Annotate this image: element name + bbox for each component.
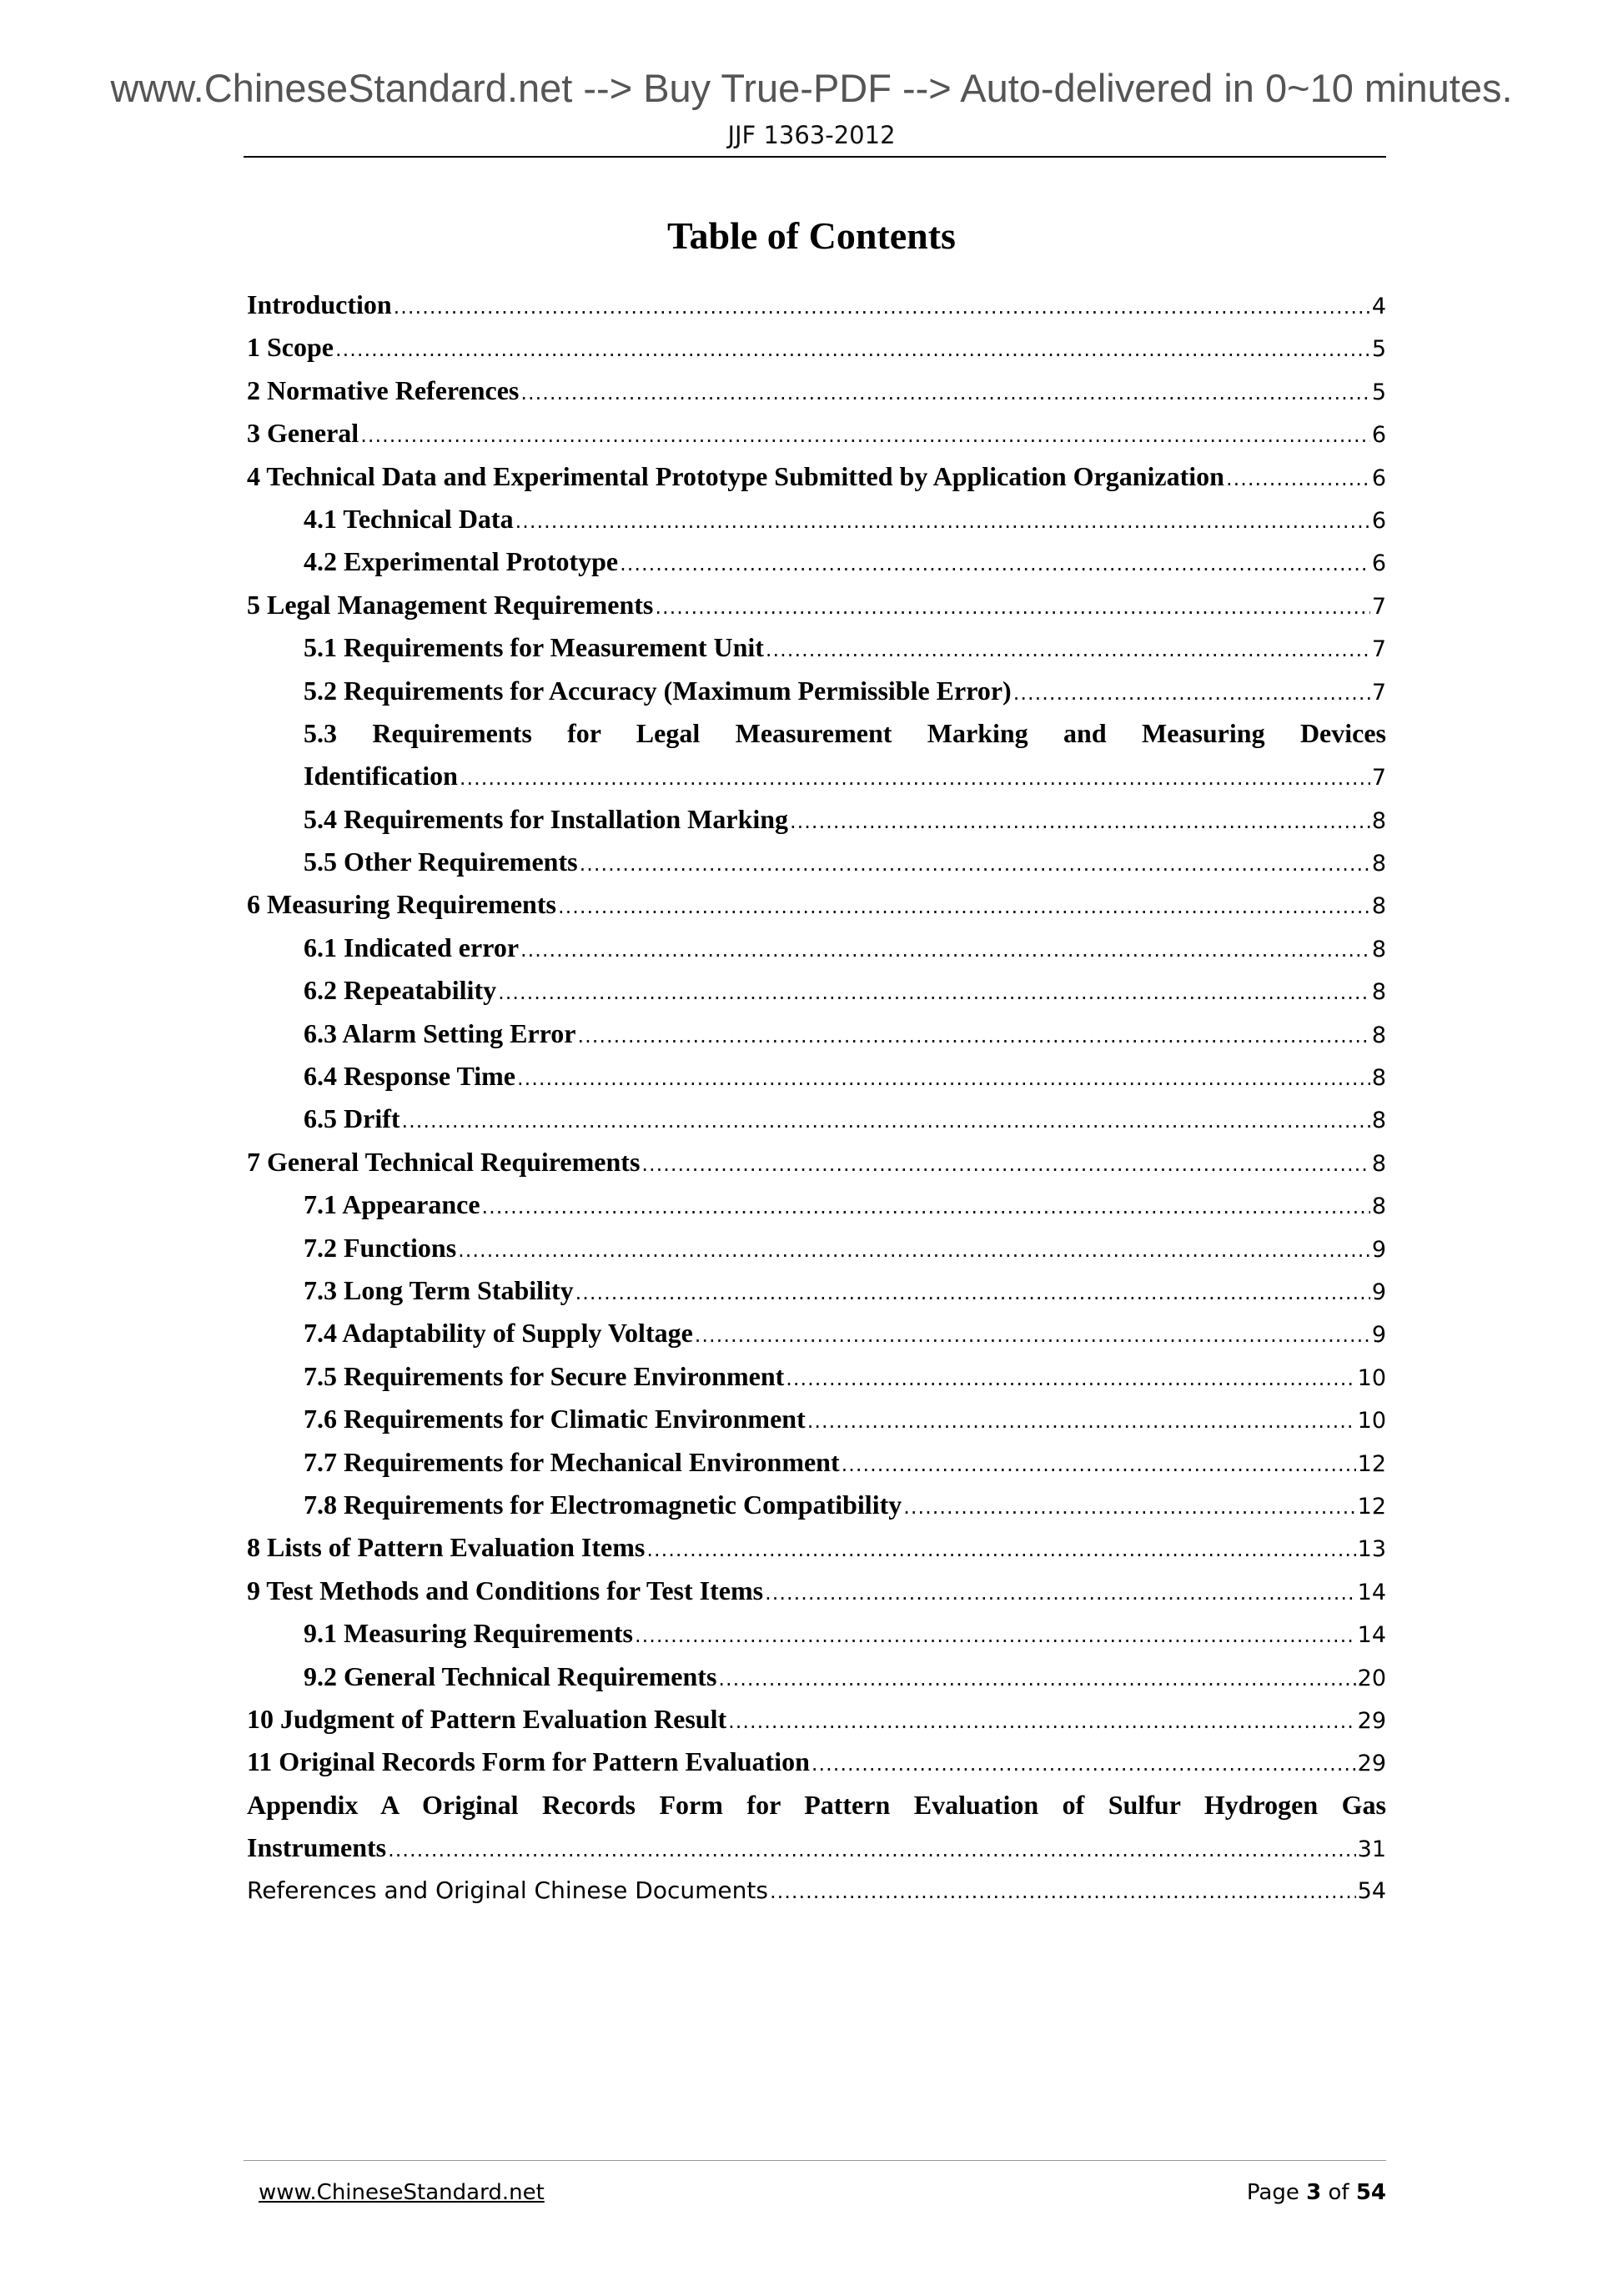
- toc-entry-7-1[interactable]: [247, 1183, 1386, 1226]
- toc-page-number: 8: [1371, 1065, 1386, 1092]
- dot-leader: [520, 372, 1369, 414]
- toc-entry-appendix-a[interactable]: [247, 1784, 1386, 1870]
- toc-entry-5-2[interactable]: [247, 670, 1386, 712]
- dot-leader: [402, 1100, 1370, 1143]
- footer-site-link[interactable]: www.ChineseStandard.net: [259, 2180, 545, 2205]
- toc-entry-title: References and Original Chinese Documents: [247, 1876, 768, 1905]
- toc-entry-title: 9.1 Measuring Requirements: [304, 1618, 633, 1649]
- toc-page-number: 8: [1371, 1193, 1386, 1220]
- toc-page-number: 12: [1357, 1450, 1386, 1477]
- table-of-contents: [247, 284, 1386, 1912]
- toc-page-number: 6: [1371, 422, 1386, 449]
- toc-page-number: 31: [1357, 1836, 1386, 1863]
- toc-page-number: 6: [1371, 550, 1386, 577]
- toc-entry-title-continued: Identification: [304, 761, 458, 791]
- dot-leader: [807, 1400, 1356, 1443]
- toc-page-number: 9: [1371, 1279, 1386, 1305]
- toc-entry-title: Introduction: [247, 289, 392, 319]
- toc-entry-title: 6.2 Repeatability: [304, 975, 497, 1006]
- toc-page-number: 8: [1371, 1150, 1386, 1177]
- toc-entry-title: 7.5 Requirements for Secure Environment: [304, 1360, 785, 1391]
- toc-entry-general[interactable]: [247, 412, 1386, 455]
- dot-leader: [728, 1701, 1356, 1743]
- footer-page-indicator: [1247, 2180, 1386, 2205]
- toc-entry-title: 7.3 Long Term Stability: [304, 1274, 574, 1305]
- toc-entry-technical-data-and-prototype[interactable]: [247, 455, 1386, 498]
- dot-leader: [641, 1143, 1369, 1186]
- toc-entry-6-4[interactable]: [247, 1055, 1386, 1098]
- toc-page-number: 8: [1371, 807, 1386, 834]
- toc-entry-title: 7.2 Functions: [304, 1232, 457, 1263]
- footer-divider: [244, 2160, 1386, 2161]
- toc-entry-title: 4.2 Experimental Prototype: [304, 546, 619, 577]
- toc-page-number: 8: [1371, 851, 1386, 877]
- toc-page-number: 5: [1371, 379, 1386, 405]
- toc-entry-title: 5.1 Requirements for Measurement Unit: [304, 632, 764, 663]
- toc-entry-test-methods[interactable]: [247, 1570, 1386, 1612]
- toc-entry-title: 9.2 General Technical Requirements: [304, 1660, 717, 1691]
- dot-leader: [655, 586, 1369, 629]
- page-total: 54: [1355, 2180, 1386, 2205]
- toc-entry-measuring-requirements[interactable]: [247, 883, 1386, 926]
- page-title: Table of Contents: [667, 214, 956, 257]
- toc-entry-title: Appendix A Original Records Form for Pattern Evaluation of Sulfur Hydrogen Gas: [247, 1789, 1386, 1820]
- dot-leader: [718, 1658, 1355, 1701]
- toc-entry-7-2[interactable]: [247, 1227, 1386, 1269]
- dot-leader: [903, 1486, 1355, 1529]
- toc-entry-5-1[interactable]: [247, 626, 1386, 669]
- toc-page-number: 5: [1371, 336, 1386, 363]
- dot-leader: [394, 286, 1370, 329]
- dot-leader: [575, 1272, 1370, 1314]
- toc-page-number: 7: [1371, 593, 1386, 620]
- toc-entry-title: 2 Normative References: [247, 374, 520, 405]
- dot-leader: [770, 1871, 1356, 1913]
- dot-leader: [1226, 458, 1370, 500]
- toc-entry-normative-references[interactable]: [247, 369, 1386, 412]
- toc-entry-7-6[interactable]: [247, 1398, 1386, 1440]
- dot-leader: [786, 1358, 1355, 1400]
- toc-entry-title: 5 Legal Management Requirements: [247, 589, 654, 620]
- page-current: 3: [1306, 2180, 1322, 2205]
- toc-entry-title: 6 Measuring Requirements: [247, 889, 556, 920]
- dot-leader: [766, 629, 1370, 671]
- dot-leader: [635, 1615, 1356, 1657]
- toc-page-number: 8: [1371, 1108, 1386, 1134]
- dot-leader: [335, 329, 1370, 371]
- toc-entry-6-5[interactable]: [247, 1098, 1386, 1140]
- toc-entry-title: 5.2 Requirements for Accuracy (Maximum Permissible Error): [304, 675, 1012, 706]
- toc-entry-title: 5.3 Requirements for Legal Measurement Marking and Measuring Devices: [304, 717, 1386, 748]
- toc-entry-pattern-evaluation-items[interactable]: [247, 1526, 1386, 1569]
- toc-page-number: 9: [1371, 1236, 1386, 1263]
- toc-entry-introduction[interactable]: [247, 284, 1386, 326]
- dot-leader: [558, 886, 1370, 928]
- toc-page-number: 13: [1357, 1536, 1386, 1563]
- toc-entry-title: 1 Scope: [247, 332, 334, 363]
- toc-entry-title: 5.5 Other Requirements: [304, 847, 578, 877]
- toc-page-number: 7: [1371, 679, 1386, 706]
- toc-entry-title: 9 Test Methods and Conditions for Test Items: [247, 1575, 764, 1605]
- dot-leader: [646, 1529, 1355, 1571]
- toc-entry-title: 11 Original Records Form for Pattern Evaluation: [247, 1746, 810, 1777]
- toc-entry-title: 8 Lists of Pattern Evaluation Items: [247, 1532, 646, 1563]
- toc-entry-9-2[interactable]: [247, 1655, 1386, 1698]
- toc-page-number: 10: [1357, 1408, 1386, 1434]
- toc-page-number: 6: [1371, 465, 1386, 491]
- header-divider: [244, 156, 1386, 158]
- toc-page-number: 4: [1371, 294, 1386, 319]
- dot-leader: [520, 929, 1370, 972]
- toc-entry-title: 7.7 Requirements for Mechanical Environment: [304, 1446, 840, 1477]
- toc-page-number: 54: [1357, 1878, 1386, 1905]
- toc-entry-5-3[interactable]: [247, 712, 1386, 798]
- toc-entry-title: 10 Judgment of Pattern Evaluation Result: [247, 1703, 727, 1734]
- toc-entry-7-3[interactable]: [247, 1269, 1386, 1312]
- toc-page-number: 8: [1371, 1022, 1386, 1048]
- toc-entry-title: 7.8 Requirements for Electromagnetic Compatibility: [304, 1489, 902, 1520]
- toc-entry-5-5[interactable]: [247, 841, 1386, 883]
- dot-leader: [360, 414, 1370, 457]
- toc-entry-7-4[interactable]: [247, 1312, 1386, 1354]
- dot-leader: [695, 1314, 1370, 1357]
- toc-entry-4-1[interactable]: [247, 498, 1386, 540]
- toc-entry-original-records-form[interactable]: [247, 1741, 1386, 1783]
- dot-leader: [498, 972, 1370, 1014]
- toc-entry-title: 4 Technical Data and Experimental Prototype Submitted by Application Organization: [247, 460, 1224, 491]
- toc-entry-title: 6.1 Indicated error: [304, 932, 520, 962]
- toc-entry-continuation: [304, 755, 1386, 797]
- toc-entry-title: 7 General Technical Requirements: [247, 1146, 641, 1177]
- toc-page-number: 8: [1371, 979, 1386, 1006]
- toc-entry-references[interactable]: [247, 1869, 1386, 1912]
- toc-entry-6-2[interactable]: [247, 969, 1386, 1012]
- toc-page-number: 20: [1357, 1665, 1386, 1691]
- toc-page-number: 29: [1357, 1751, 1386, 1777]
- toc-entry-9-1[interactable]: [247, 1612, 1386, 1655]
- toc-page-number: 10: [1357, 1364, 1386, 1391]
- dot-leader: [458, 1229, 1370, 1272]
- toc-entry-continuation: [247, 1826, 1386, 1869]
- toc-page-number: 29: [1357, 1707, 1386, 1734]
- toc-entry-7-7[interactable]: [247, 1441, 1386, 1484]
- dot-leader: [620, 543, 1370, 585]
- toc-entry-title: 3 General: [247, 418, 359, 449]
- toc-entry-title: 6.4 Response Time: [304, 1061, 515, 1092]
- toc-entry-4-2[interactable]: [247, 540, 1386, 583]
- document-code: JJF 1363-2012: [727, 121, 896, 149]
- dot-leader: [765, 1572, 1356, 1615]
- toc-entry-7-5[interactable]: [247, 1355, 1386, 1398]
- toc-entry-5-4[interactable]: [247, 798, 1386, 841]
- toc-entry-title: 4.1 Technical Data: [304, 503, 514, 534]
- header-banner[interactable]: www.ChineseStandard.net --> Buy True-PDF --> Auto-delivered in 0~10 minutes.: [110, 66, 1513, 110]
- toc-entry-general-technical-requirements[interactable]: [247, 1141, 1386, 1183]
- dot-leader: [812, 1743, 1356, 1786]
- toc-entry-title: 7.1 Appearance: [304, 1189, 480, 1220]
- dot-leader: [790, 801, 1370, 843]
- toc-page-number: 14: [1357, 1622, 1386, 1649]
- toc-page-number: 8: [1371, 893, 1386, 920]
- toc-entry-7-8[interactable]: [247, 1484, 1386, 1526]
- toc-entry-title: 5.4 Requirements for Installation Marking: [304, 803, 789, 834]
- toc-page-number: 6: [1371, 507, 1386, 534]
- toc-entry-legal-management[interactable]: [247, 584, 1386, 626]
- dot-leader: [577, 1015, 1369, 1058]
- toc-page-number: 12: [1357, 1493, 1386, 1520]
- toc-entry-6-3[interactable]: [247, 1012, 1386, 1055]
- toc-entry-6-1[interactable]: [247, 927, 1386, 969]
- toc-page-number: 7: [1371, 765, 1386, 791]
- toc-entry-title-continued: Instruments: [247, 1832, 387, 1863]
- toc-page-number: 7: [1371, 636, 1386, 663]
- toc-page-number: 8: [1371, 936, 1386, 962]
- toc-entry-title: 6.3 Alarm Setting Error: [304, 1017, 576, 1048]
- page-of-label: of: [1328, 2180, 1349, 2205]
- toc-page-number: 9: [1371, 1322, 1386, 1349]
- dot-leader: [517, 1058, 1370, 1100]
- toc-page-number: 14: [1357, 1579, 1386, 1605]
- dot-leader: [482, 1186, 1370, 1228]
- dot-leader: [515, 500, 1370, 543]
- toc-entry-title: 7.6 Requirements for Climatic Environment: [304, 1404, 806, 1434]
- toc-entry-judgment[interactable]: [247, 1698, 1386, 1741]
- toc-entry-scope[interactable]: [247, 326, 1386, 369]
- dot-leader: [1013, 672, 1370, 715]
- dot-leader: [842, 1444, 1356, 1486]
- page-label: Page: [1246, 2180, 1299, 2205]
- dot-leader: [580, 843, 1370, 886]
- toc-entry-title: 6.5 Drift: [304, 1103, 400, 1134]
- dot-leader: [388, 1829, 1356, 1871]
- dot-leader: [460, 757, 1370, 800]
- toc-entry-title: 7.4 Adaptability of Supply Voltage: [304, 1318, 693, 1349]
